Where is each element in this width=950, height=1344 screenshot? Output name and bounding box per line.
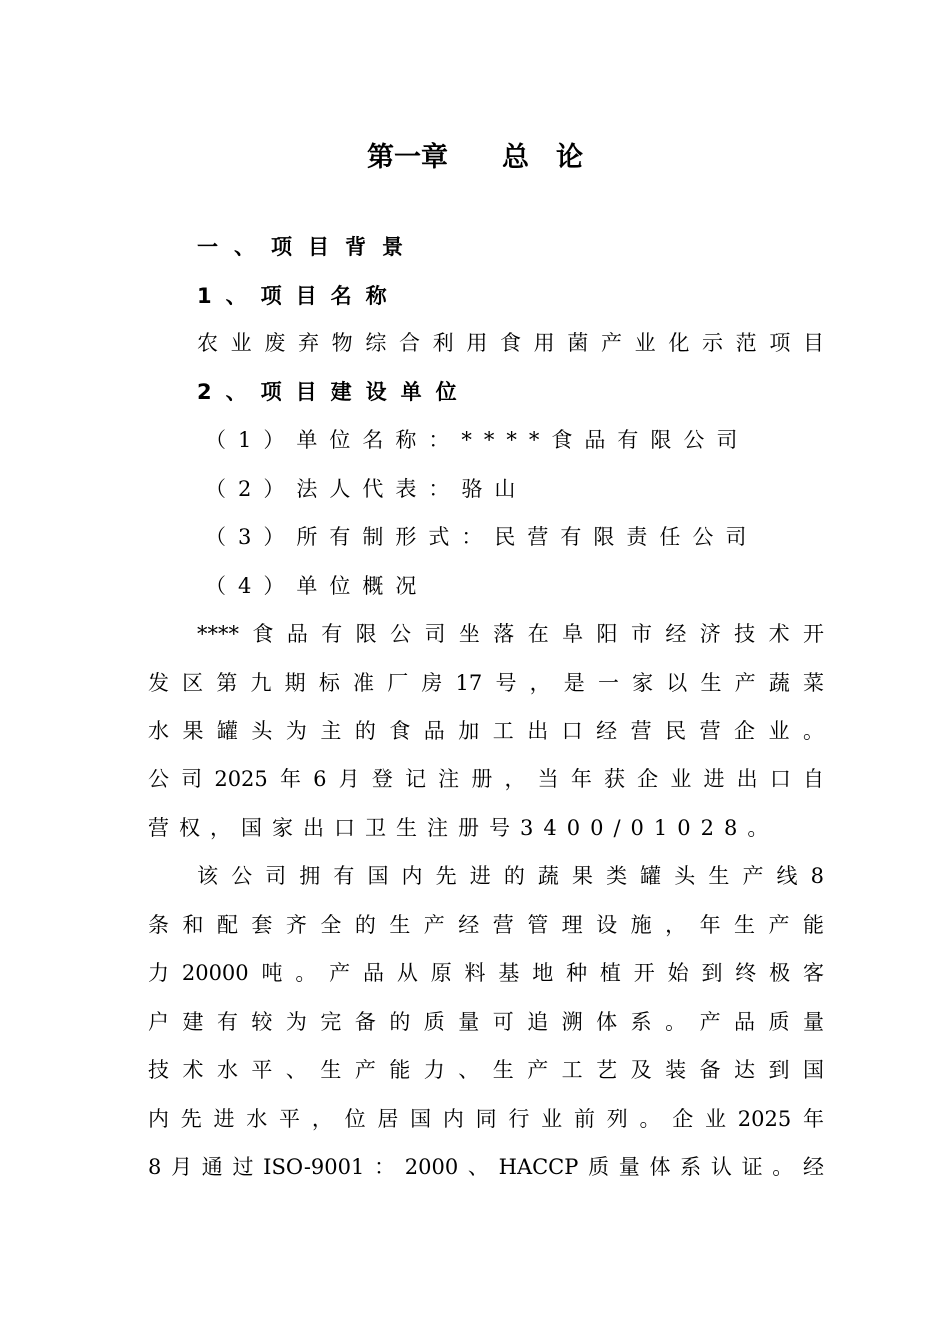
paragraph-line: 力20000吨。产品从原料基地种植开始到终极客: [148, 961, 824, 985]
unit-overview-item: （4）单位概况: [205, 574, 429, 598]
subsection-heading-project-name: 1、项目名称: [197, 284, 401, 308]
legal-rep-item: （2）法人代表：骆山: [205, 477, 528, 501]
paragraph-line: 技术水平、生产能力、生产工艺及装备达到国: [148, 1058, 824, 1082]
project-name-text: 农业废弃物综合利用食用菌产业化示范项目: [197, 331, 824, 355]
subsection-heading-construction-unit: 2、项目建设单位: [197, 380, 471, 404]
unit-name-item: （1）单位名称：****食品有限公司: [205, 428, 750, 452]
ownership-item: （3）所有制形式：民营有限责任公司: [205, 525, 759, 549]
paragraph-line: ****食品有限公司坐落在阜阳市经济技术开: [197, 622, 824, 646]
paragraph-line: 公司2025年6月登记注册，当年获企业进出口自: [148, 767, 824, 791]
paragraph-line: 营权，国家出口卫生注册号3400/01028。: [148, 816, 779, 840]
paragraph-line: 水果罐头为主的食品加工出口经营民营企业。: [148, 719, 824, 743]
paragraph-line: 内先进水平，位居国内同行业前列。企业2025年: [148, 1107, 824, 1131]
paragraph-line: 8月通过ISO-9001：2000、HACCP质量体系认证。经: [148, 1155, 824, 1179]
paragraph-line: 该公司拥有国内先进的蔬果类罐头生产线8: [197, 864, 824, 888]
paragraph-line: 户建有较为完备的质量可追溯体系。产品质量: [148, 1010, 824, 1034]
paragraph-line: 条和配套齐全的生产经营管理设施，年生产能: [148, 913, 824, 937]
section-heading: 一、项目背景: [197, 235, 419, 259]
paragraph-line: 发区第九期标准厂房17号，是一家以生产蔬菜: [148, 671, 824, 695]
chapter-title: 第一章 总 论: [367, 142, 583, 173]
